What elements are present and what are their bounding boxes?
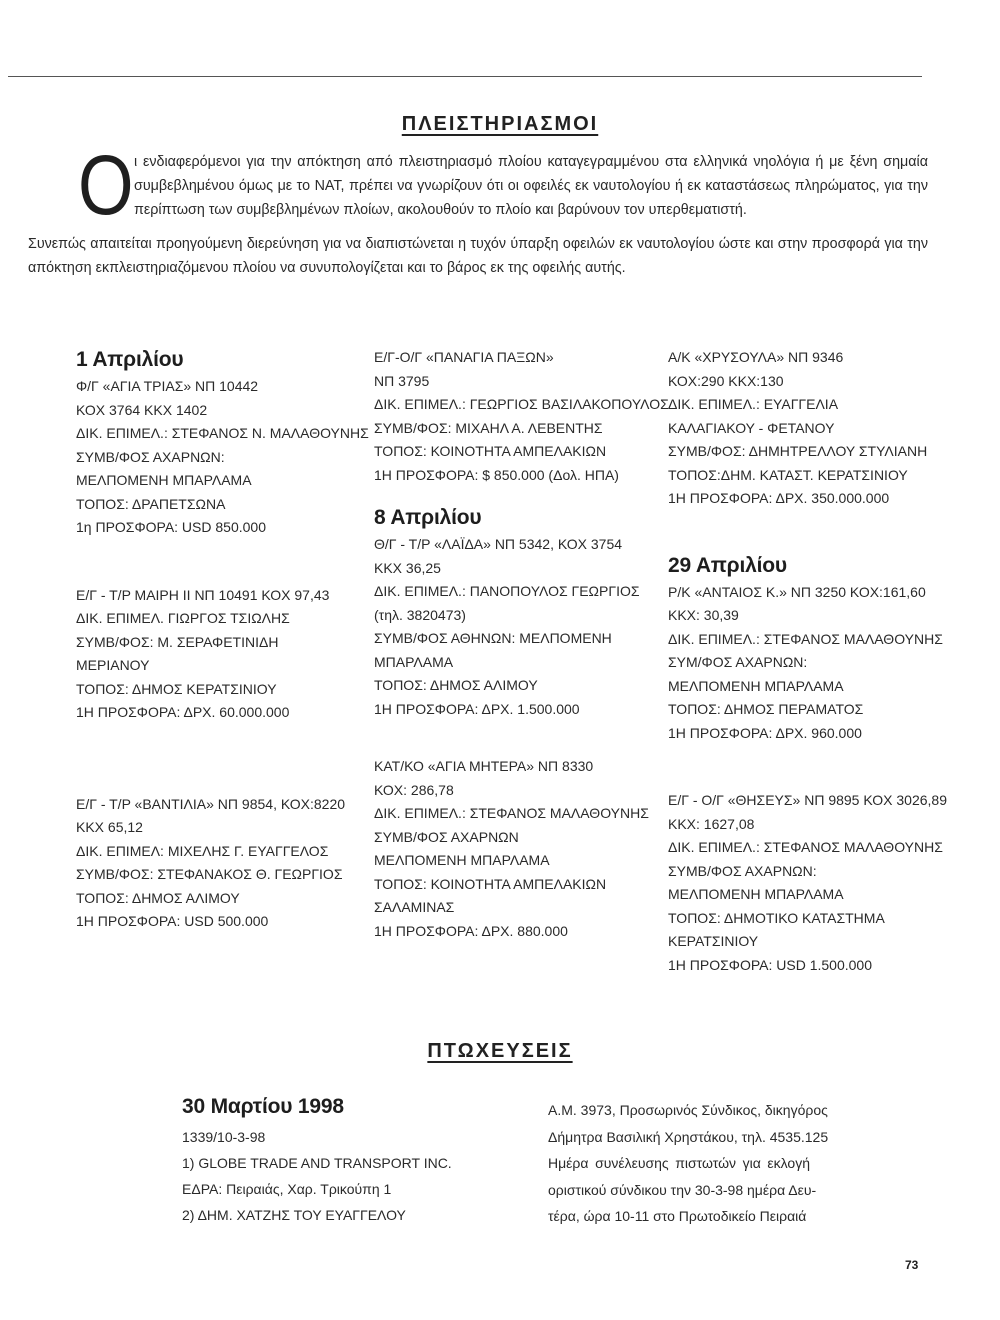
auction-entry (668, 789, 968, 977)
bankruptcy-left-block (182, 1092, 452, 1228)
entry-line: ΤΟΠΟΣ: ΚΟΙΝΟΤΗΤΑ ΑΜΠΕΛΑΚΙΩΝ (374, 875, 607, 892)
entry-line: ΚΚΧ 36,25 (374, 559, 441, 576)
entry-line: ΣΥΜ/ΦΟΣ ΑΧΑΡΝΩΝ: (668, 654, 808, 670)
auction-column-3 (668, 346, 968, 977)
entry-line: 1η ΠΡΟΣΦΟΡΑ: USD 850.000 (76, 519, 266, 535)
auction-entry (76, 584, 366, 725)
entry-line: ΤΟΠΟΣ: ΔΗΜΟΣ ΑΛΙΜΟΥ (374, 677, 538, 693)
entry-line: Θ/Γ - Τ/Ρ «ΛΑΪΔΑ» ΝΠ 5342, ΚΟΧ 3754 (374, 536, 623, 552)
intro-paragraph-1: ι ενδιαφερόμενοι για την απόκτηση από πλειστηριασμό πλοίου καταγεγραμμένου στα ελληνικά νηολόγια ή με ξένη σημαία συμβεβλημένου όμως με το ΝΑΤ, πρέπει να γνωρίζουν ότι οι οφειλές εκ ναυτολογίου ή εκ καταστάσεως πληρώματος, για την περίπτωση των συμβεβλημένων πλοίων, ακολουθούν το πλοίο και βαρύνουν τον υπερθεματιστή. (134, 154, 928, 218)
bankruptcy-line: 1) GLOBE TRADE AND TRANSPORT INC. (182, 1155, 452, 1171)
entry-line: 1Η ΠΡΟΣΦΟΡΑ: USD 500.000 (76, 913, 269, 929)
entry-line: ΣΥΜΒ/ΦΟΣ: ΜΙΧΑΗΛ Α. ΛΕΒΕΝΤΗΣ (374, 419, 603, 436)
entry-line: ΔΙΚ. ΕΠΙΜΕΛ.: ΣΤΕΦΑΝΟΣ ΜΑΛΑΘΟΥΝΗΣ (668, 839, 943, 855)
auctions-title: ΠΛΕΙΣΤΗΡΙΑΣΜΟΙ (401, 113, 599, 135)
entry-line: ΤΟΠΟΣ: ΔΗΜΟΣ ΠΕΡΑΜΑΤΟΣ (668, 701, 864, 717)
entry-line: ΔΙΚ. ΕΠΙΜΕΛ.: ΠΑΝΟΠΟΥΛΟΣ ΓΕΩΡΓΙΟΣ (374, 583, 640, 599)
entry-line: ΣΥΜΒ/ΦΟΣ ΑΧΑΡΝΩΝ: (76, 448, 225, 465)
entry-line: ΔΙΚ. ΕΠΙΜΕΛ.: ΕΥΑΓΓΕΛΙΑ (668, 396, 839, 412)
entry-line: 1Η ΠΡΟΣΦΟΡΑ: ΔΡΧ. 960.000 (668, 724, 862, 741)
entry-line: ΤΟΠΟΣ: ΔΗΜΟΣ ΚΕΡΑΤΣΙΝΙΟΥ (76, 680, 277, 697)
bankruptcy-line: Α.Μ. 3973, Προσωρινός Σύνδικος, δικηγόρος (548, 1102, 828, 1118)
date-heading: 1 Απριλίου (76, 348, 184, 371)
entry-line: Ε/Γ - Ο/Γ «ΘΗΣΕΥΣ» ΝΠ 9895 ΚΟΧ 3026,89 (668, 792, 947, 808)
entry-line: ΚΑΛΑΓΙΑΚΟΥ - ΦΕΤΑΝΟΥ (668, 419, 835, 436)
auction-entry (668, 346, 968, 511)
entry-line: Ρ/Κ «ΑΝΤΑΙΟΣ Κ.» ΝΠ 3250 ΚΟΧ:161,60 (668, 583, 926, 600)
entry-line: ΔΙΚ. ΕΠΙΜΕΛ.: ΣΤΕΦΑΝΟΣ ΜΑΛΑΘΟΥΝΗΣ (374, 805, 649, 821)
entry-line: ΣΥΜΒ/ΦΟΣ ΑΧΑΡΝΩΝ: (668, 862, 817, 879)
dropcap-letter: O (78, 138, 134, 232)
bankruptcy-date: 30 Μαρτίου 1998 (182, 1095, 344, 1118)
bankruptcy-line: ΕΔΡΑ: Πειραιάς, Χαρ. Τρικούπη 1 (182, 1181, 392, 1197)
entry-line: Ε/Γ-Ο/Γ «ΠΑΝΑΓΙΑ ΠΑΞΩΝ» (374, 349, 554, 365)
bankruptcy-line: οριστικού σύνδικου την 30-3-98 ημέρα Δευ- (548, 1181, 817, 1198)
entry-line: ΚΕΡΑΤΣΙΝΙΟΥ (668, 933, 759, 949)
entry-line: 1Η ΠΡΟΣΦΟΡΑ: ΔΡΧ. 350.000.000 (668, 490, 890, 506)
entry-line: ΔΙΚ. ΕΠΙΜΕΛ: ΜΙΧΕΛΗΣ Γ. ΕΥΑΓΓΕΛΟΣ (76, 842, 329, 859)
entry-line: Ε/Γ - Τ/Ρ «ΒΑΝΤΙΛΙΑ» ΝΠ 9854, ΚΟΧ:8220 (76, 795, 346, 812)
entry-line: ΣΥΜΒ/ΦΟΣ: Μ. ΣΕΡΑΦΕΤΙΝΙΔΗ (76, 633, 279, 650)
intro-text (28, 138, 928, 280)
date-heading: 8 Απριλίου (374, 506, 482, 529)
entry-line: ΔΙΚ. ΕΠΙΜΕΛ.: ΣΤΕΦΑΝΟΣ ΜΑΛΑΘΟΥΝΗΣ (668, 630, 943, 647)
entry-line: 1Η ΠΡΟΣΦΟΡΑ: USD 1.500.000 (668, 956, 872, 973)
auction-entry (76, 793, 366, 934)
entry-line: ΣΥΜΒ/ΦΟΣ: ΔΗΜΗΤΡΕΛΛΟΥ ΣΤΥΛΙΑΝΗ (668, 443, 928, 459)
auction-entry (374, 346, 669, 487)
entry-line: ΤΟΠΟΣ: ΔΗΜΟΤΙΚΟ ΚΑΤΑΣΤΗΜΑ (668, 909, 885, 926)
entry-line: 1Η ΠΡΟΣΦΟΡΑ: ΔΡΧ. 60.000.000 (76, 704, 290, 720)
entry-line: ΜΕΛΠΟΜΕΝΗ ΜΠΑΡΛΑΜΑ (668, 677, 844, 694)
page-number: 73 (905, 1258, 919, 1272)
entry-line: Ε/Γ - Τ/Ρ ΜΑΙΡΗ ΙΙ ΝΠ 10491 ΚΟΧ 97,43 (76, 586, 330, 603)
entry-line: ΤΟΠΟΣ: ΚΟΙΝΟΤΗΤΑ ΑΜΠΕΛΑΚΙΩΝ (374, 443, 607, 459)
entry-line: ΣΥΜΒ/ΦΟΣ ΑΘΗΝΩΝ: ΜΕΛΠΟΜΕΝΗ (374, 630, 612, 646)
entry-line: ΚΚΧ: 1627,08 (668, 815, 755, 832)
entry-line: ΣΥΜΒ/ΦΟΣ: ΣΤΕΦΑΝΑΚΟΣ Θ. ΓΕΩΡΓΙΟΣ (76, 866, 343, 882)
entry-line: ΔΙΚ. ΕΠΙΜΕΛ.: ΣΤΕΦΑΝΟΣ Ν. ΜΑΛΑΘΟΥΝΗΣ (76, 425, 369, 441)
entry-line: ΤΟΠΟΣ: ΔΡΑΠΕΤΣΩΝΑ (76, 495, 226, 512)
entry-line: ΜΕΡΙΑΝΟΥ (76, 657, 150, 673)
auction-column-2 (374, 346, 669, 943)
bankruptcy-line: 2) ΔΗΜ. ΧΑΤΖΗΣ ΤΟΥ ΕΥΑΓΓΕΛΟΥ (182, 1207, 406, 1223)
entry-line: ΝΠ 3795 (374, 372, 430, 389)
entry-line: ΜΕΛΠΟΜΕΝΗ ΜΠΑΡΛΑΜΑ (76, 472, 252, 488)
auction-entry (76, 375, 369, 540)
entry-line: ΚΚΧ: 30,39 (668, 607, 739, 623)
entry-line: ΚΑΤ/ΚΟ «ΑΓΙΑ ΜΗΤΕΡΑ» ΝΠ 8330 (374, 758, 594, 774)
entry-line: 1Η ΠΡΟΣΦΟΡΑ: $ 850.000 (Δολ. ΗΠΑ) (374, 466, 619, 483)
entry-line: 1Η ΠΡΟΣΦΟΡΑ: ΔΡΧ. 1.500.000 (374, 700, 580, 717)
entry-line: ΔΙΚ. ΕΠΙΜΕΛ.: ΓΕΩΡΓΙΟΣ ΒΑΣΙΛΑΚΟΠΟΥΛΟΣ (374, 396, 669, 412)
entry-line: Α/Κ «ΧΡΥΣΟΥΛΑ» ΝΠ 9346 (668, 349, 844, 365)
entry-line: ΣΥΜΒ/ΦΟΣ ΑΧΑΡΝΩΝ (374, 828, 519, 845)
auction-column-1 (76, 345, 369, 934)
bankruptcy-right-block (548, 1097, 829, 1230)
entry-line: ΤΟΠΟΣ:ΔΗΜ. ΚΑΤΑΣΤ. ΚΕΡΑΤΣΙΝΙΟΥ (668, 466, 908, 483)
entry-line: ΚΚΧ 65,12 (76, 819, 143, 835)
entry-line: Φ/Γ «ΑΓΙΑ ΤΡΙΑΣ» ΝΠ 10442 (76, 378, 259, 394)
auction-entry (668, 581, 968, 746)
entry-line: ΜΕΛΠΟΜΕΝΗ ΜΠΑΡΛΑΜΑ (374, 852, 550, 868)
entry-line: ΣΑΛΑΜΙΝΑΣ (374, 899, 455, 915)
intro-paragraph-2: Συνεπώς απαιτείται προηγούμενη διερεύνηση για να διαπιστώνεται η τυχόν ύπαρξη οφειλών εκ ναυτολογίου ώστε και στην προσφορά για την απόκτηση εκπλειστηριαζόμενου πλοίου να συνυπολογίζεται και το βάρος εκ της οφειλής αυτής. (28, 236, 928, 276)
entry-line: ΚΟΧ:290 ΚΚΧ:130 (668, 372, 784, 389)
date-heading: 29 Απριλίου (668, 553, 787, 577)
auction-entry (374, 533, 664, 721)
entry-line: ΜΕΛΠΟΜΕΝΗ ΜΠΑΡΛΑΜΑ (668, 886, 844, 902)
entry-line: ΚΟΧ: 286,78 (374, 781, 454, 798)
bankruptcy-line: Ημέρα συνέλευσης πιστωτών για εκλογή (548, 1155, 810, 1171)
entry-line: ΔΙΚ. ΕΠΙΜΕΛ. ΓΙΩΡΓΟΣ ΤΣΙΩΛΗΣ (76, 610, 290, 626)
bankruptcies-title: ΠΤΩΧΕΥΣΕΙΣ (427, 1040, 573, 1062)
bankruptcy-line: 1339/10-3-98 (182, 1129, 266, 1145)
entry-line: ΜΠΑΡΛΑΜΑ (374, 653, 454, 670)
entry-line: ΤΟΠΟΣ: ΔΗΜΟΣ ΑΛΙΜΟΥ (76, 889, 240, 906)
entry-line: 1Η ΠΡΟΣΦΟΡΑ: ΔΡΧ. 880.000 (374, 922, 568, 939)
bankruptcy-line: τέρα, ώρα 10-11 στο Πρωτοδικείο Πειραιά (548, 1208, 807, 1224)
entry-line: ΚΟΧ 3764 ΚΚΧ 1402 (76, 401, 208, 418)
bankruptcy-line: Δήμητρα Βασιλική Χρηστάκου, τηλ. 4535.125 (548, 1128, 829, 1145)
auction-entry (374, 755, 664, 943)
entry-line: (τηλ. 3820473) (374, 606, 466, 623)
top-rule (8, 76, 922, 77)
